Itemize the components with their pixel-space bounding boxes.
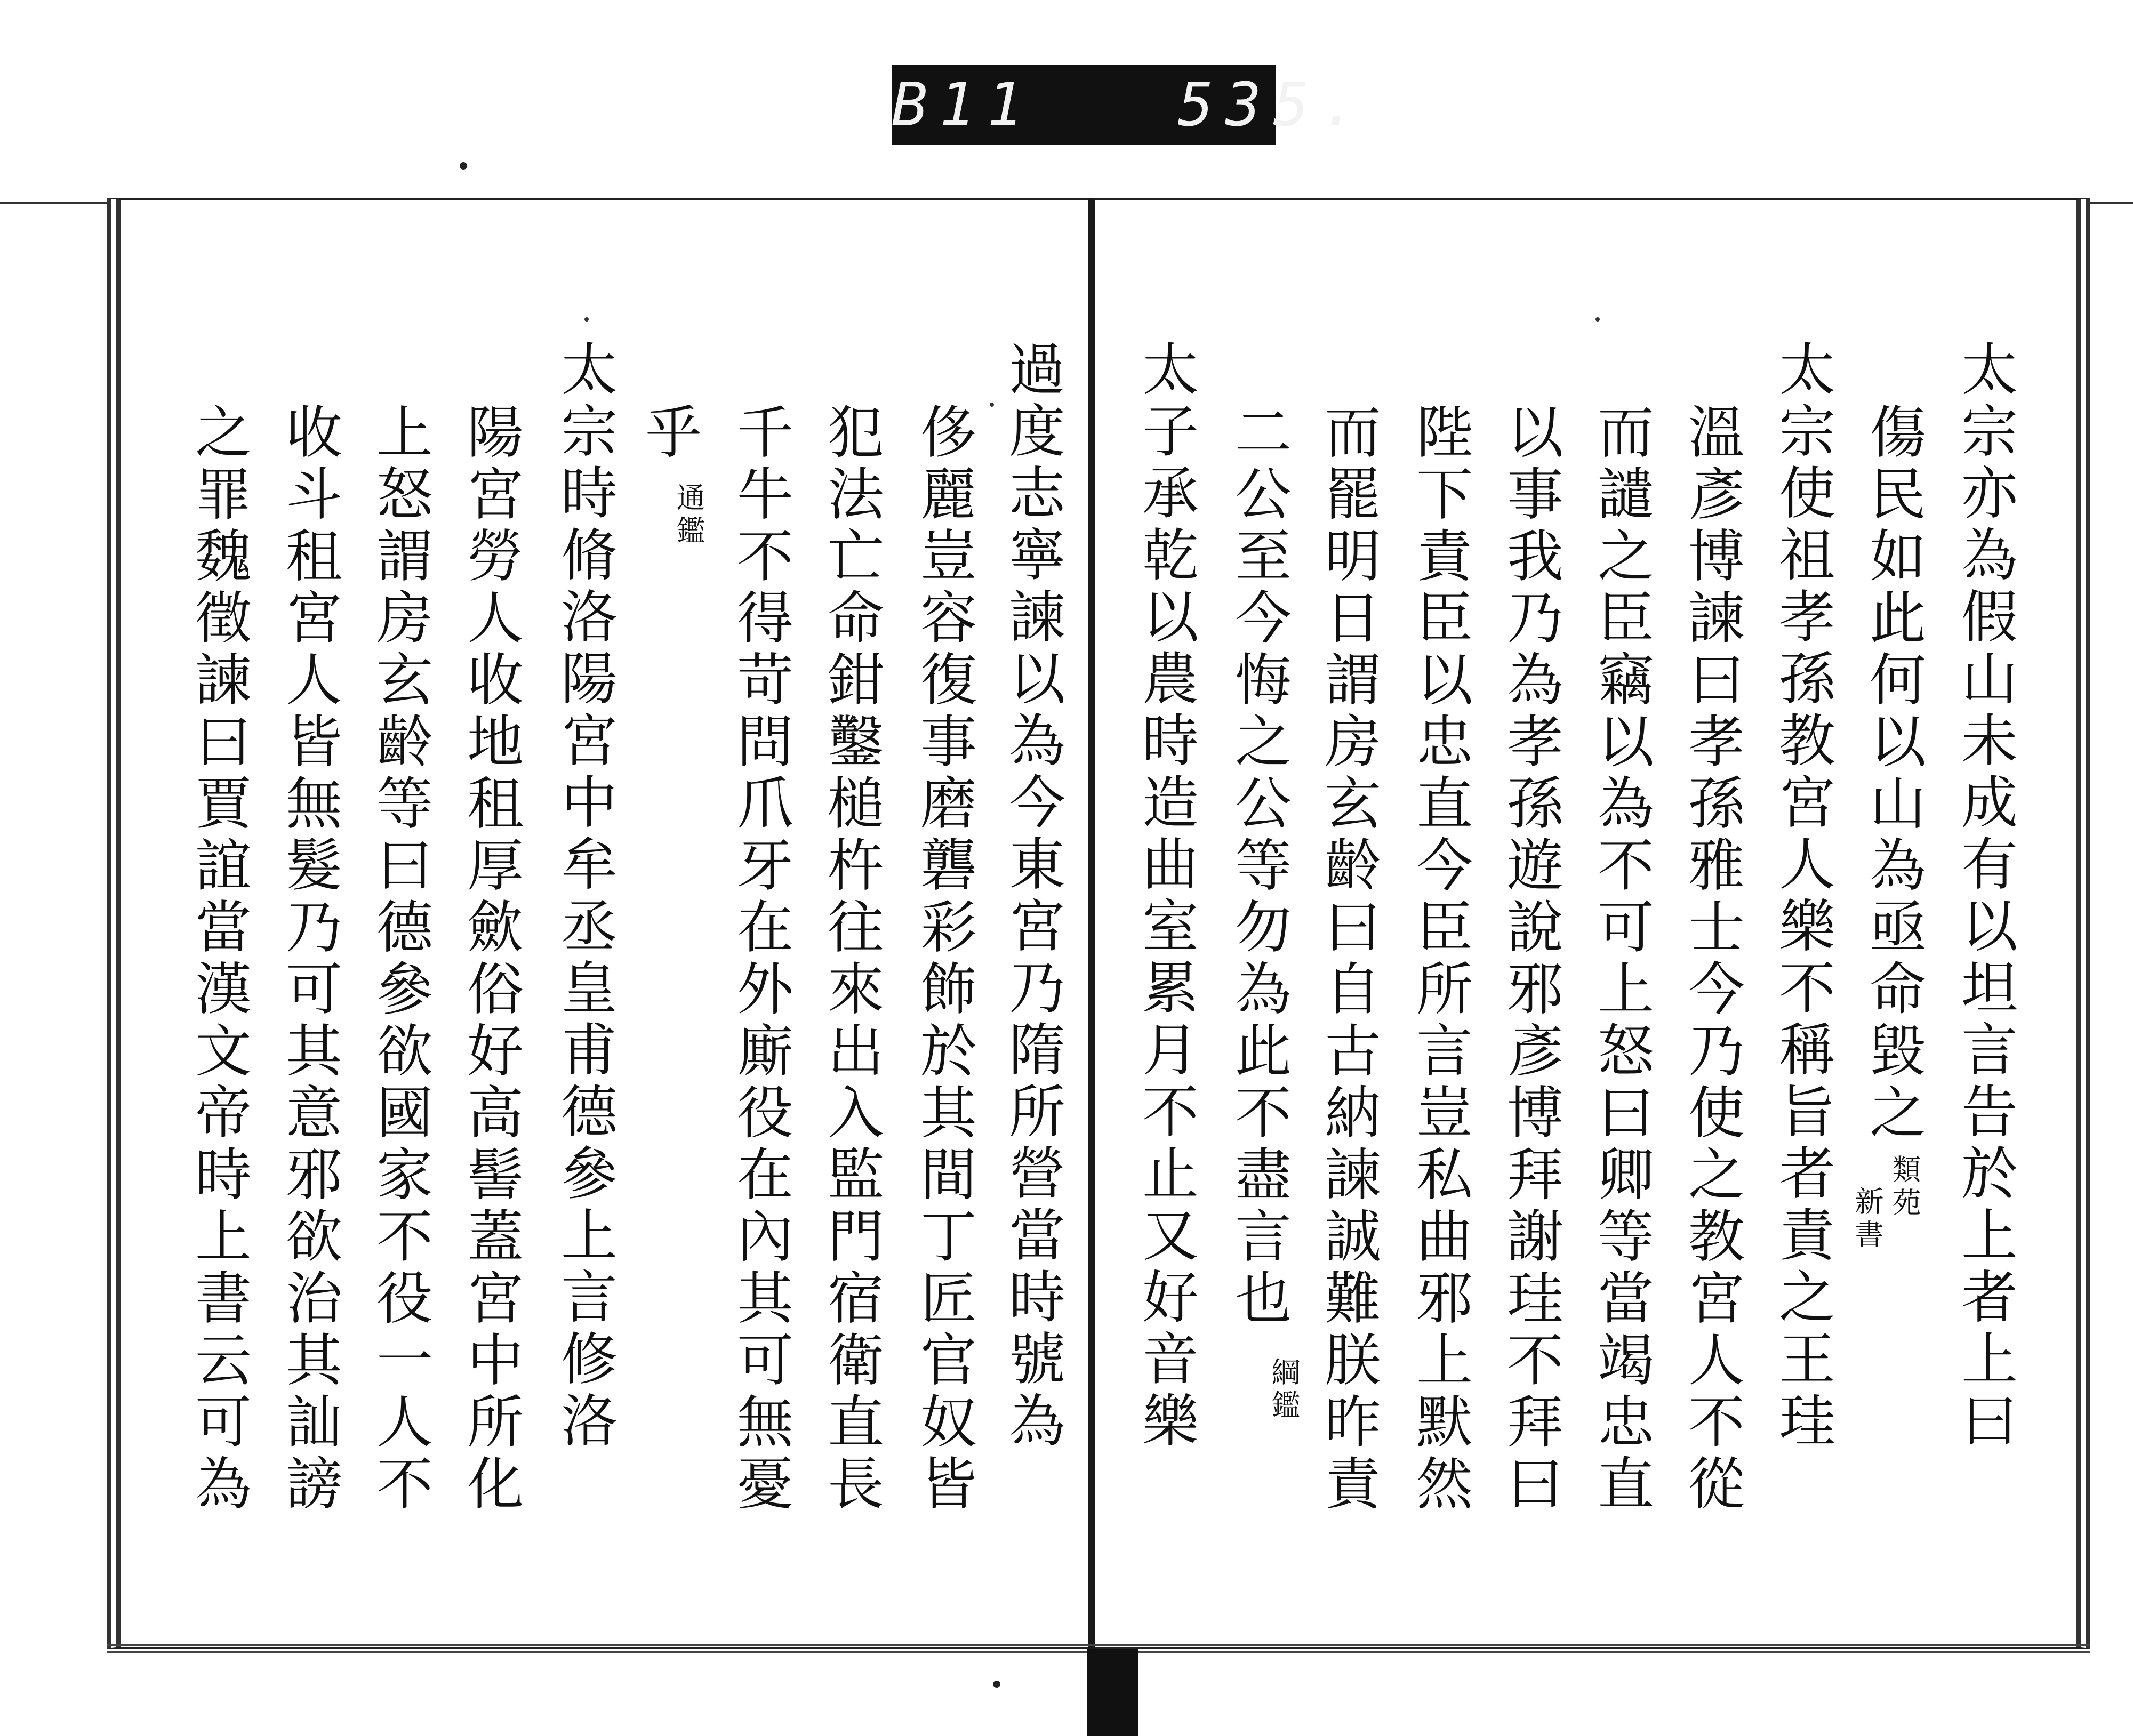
text-column: 溫彥博諫曰孝孫雅士今乃使之教宮人不從 [1679,403,1745,1516]
text-column: 犯法亡命鉗鑿槌杵往來出入監門宿衛直長 [819,403,884,1516]
text-column: 太宗亦為假山未成有以坦言告於上者上曰 [1952,340,2018,1453]
page-speck [1595,317,1600,322]
text-column: 乎 [636,403,702,464]
text-column: 傷民如此何以山為亟命毀之 [1861,403,1926,1145]
text-column: 收斗租宮人皆無髮乃可其意邪欲治其訕謗 [277,403,342,1516]
text-column: 太宗時脩洛陽宮中牟丞皇甫德參上言修洛 [552,340,618,1453]
text-column: 陛下責臣以忠直今臣所言豈私曲邪上默然 [1407,403,1473,1516]
source-note: 新書 [1850,1186,1884,1252]
text-column: 太宗使祖孝孫教宮人樂不稱旨者責之王珪 [1770,340,1835,1453]
text-column: 侈麗豈容復事磨礱彩飾於其間丁匠官奴皆 [911,403,977,1516]
text-column: 過度志寧諫以為今東宮乃隋所營當時號為 [1000,340,1065,1453]
book-spine [1088,198,1095,1649]
catalog-label: B11 535. [892,65,1276,145]
page-speck [990,403,994,407]
text-column: 之罪魏徵諫曰賈誼當漢文帝時上書云可為 [186,403,252,1516]
spine-tab [1087,1649,1138,1736]
table-speck [460,162,467,170]
text-column: 二公至今悔之公等勿為此不盡言也 [1226,403,1292,1330]
page-speck [584,317,589,322]
right-page-text [1094,340,2070,1629]
source-note: 類苑 [1888,1154,1921,1220]
text-column: 太子承乾以農時造曲室累月不止又好音樂 [1133,340,1199,1453]
right-page [1094,198,2090,1649]
text-column: 以事我乃為孝孫遊說邪彥博拜謝珪不拜曰 [1498,403,1563,1516]
source-note: 綱鑑 [1267,1357,1301,1423]
text-column: 上怒謂房玄齡等曰德參欲國家不役一人不 [367,403,433,1516]
text-column: 千牛不得苛問爪牙在外廝役在內其可無憂 [728,403,793,1516]
table-speck [993,1681,1000,1688]
left-page [107,198,1096,1649]
left-page-text [121,340,1096,1629]
open-book [107,198,2090,1649]
text-column: 而罷明日謂房玄齡曰自古納諫誠難朕昨責 [1316,403,1381,1516]
text-column: 而譴之臣竊以為不可上怒曰卿等當竭忠直 [1589,403,1654,1516]
source-note: 通鑑 [672,483,705,549]
text-column: 陽宮勞人收地租厚歛俗好高髻蓋宮中所化 [458,403,524,1516]
